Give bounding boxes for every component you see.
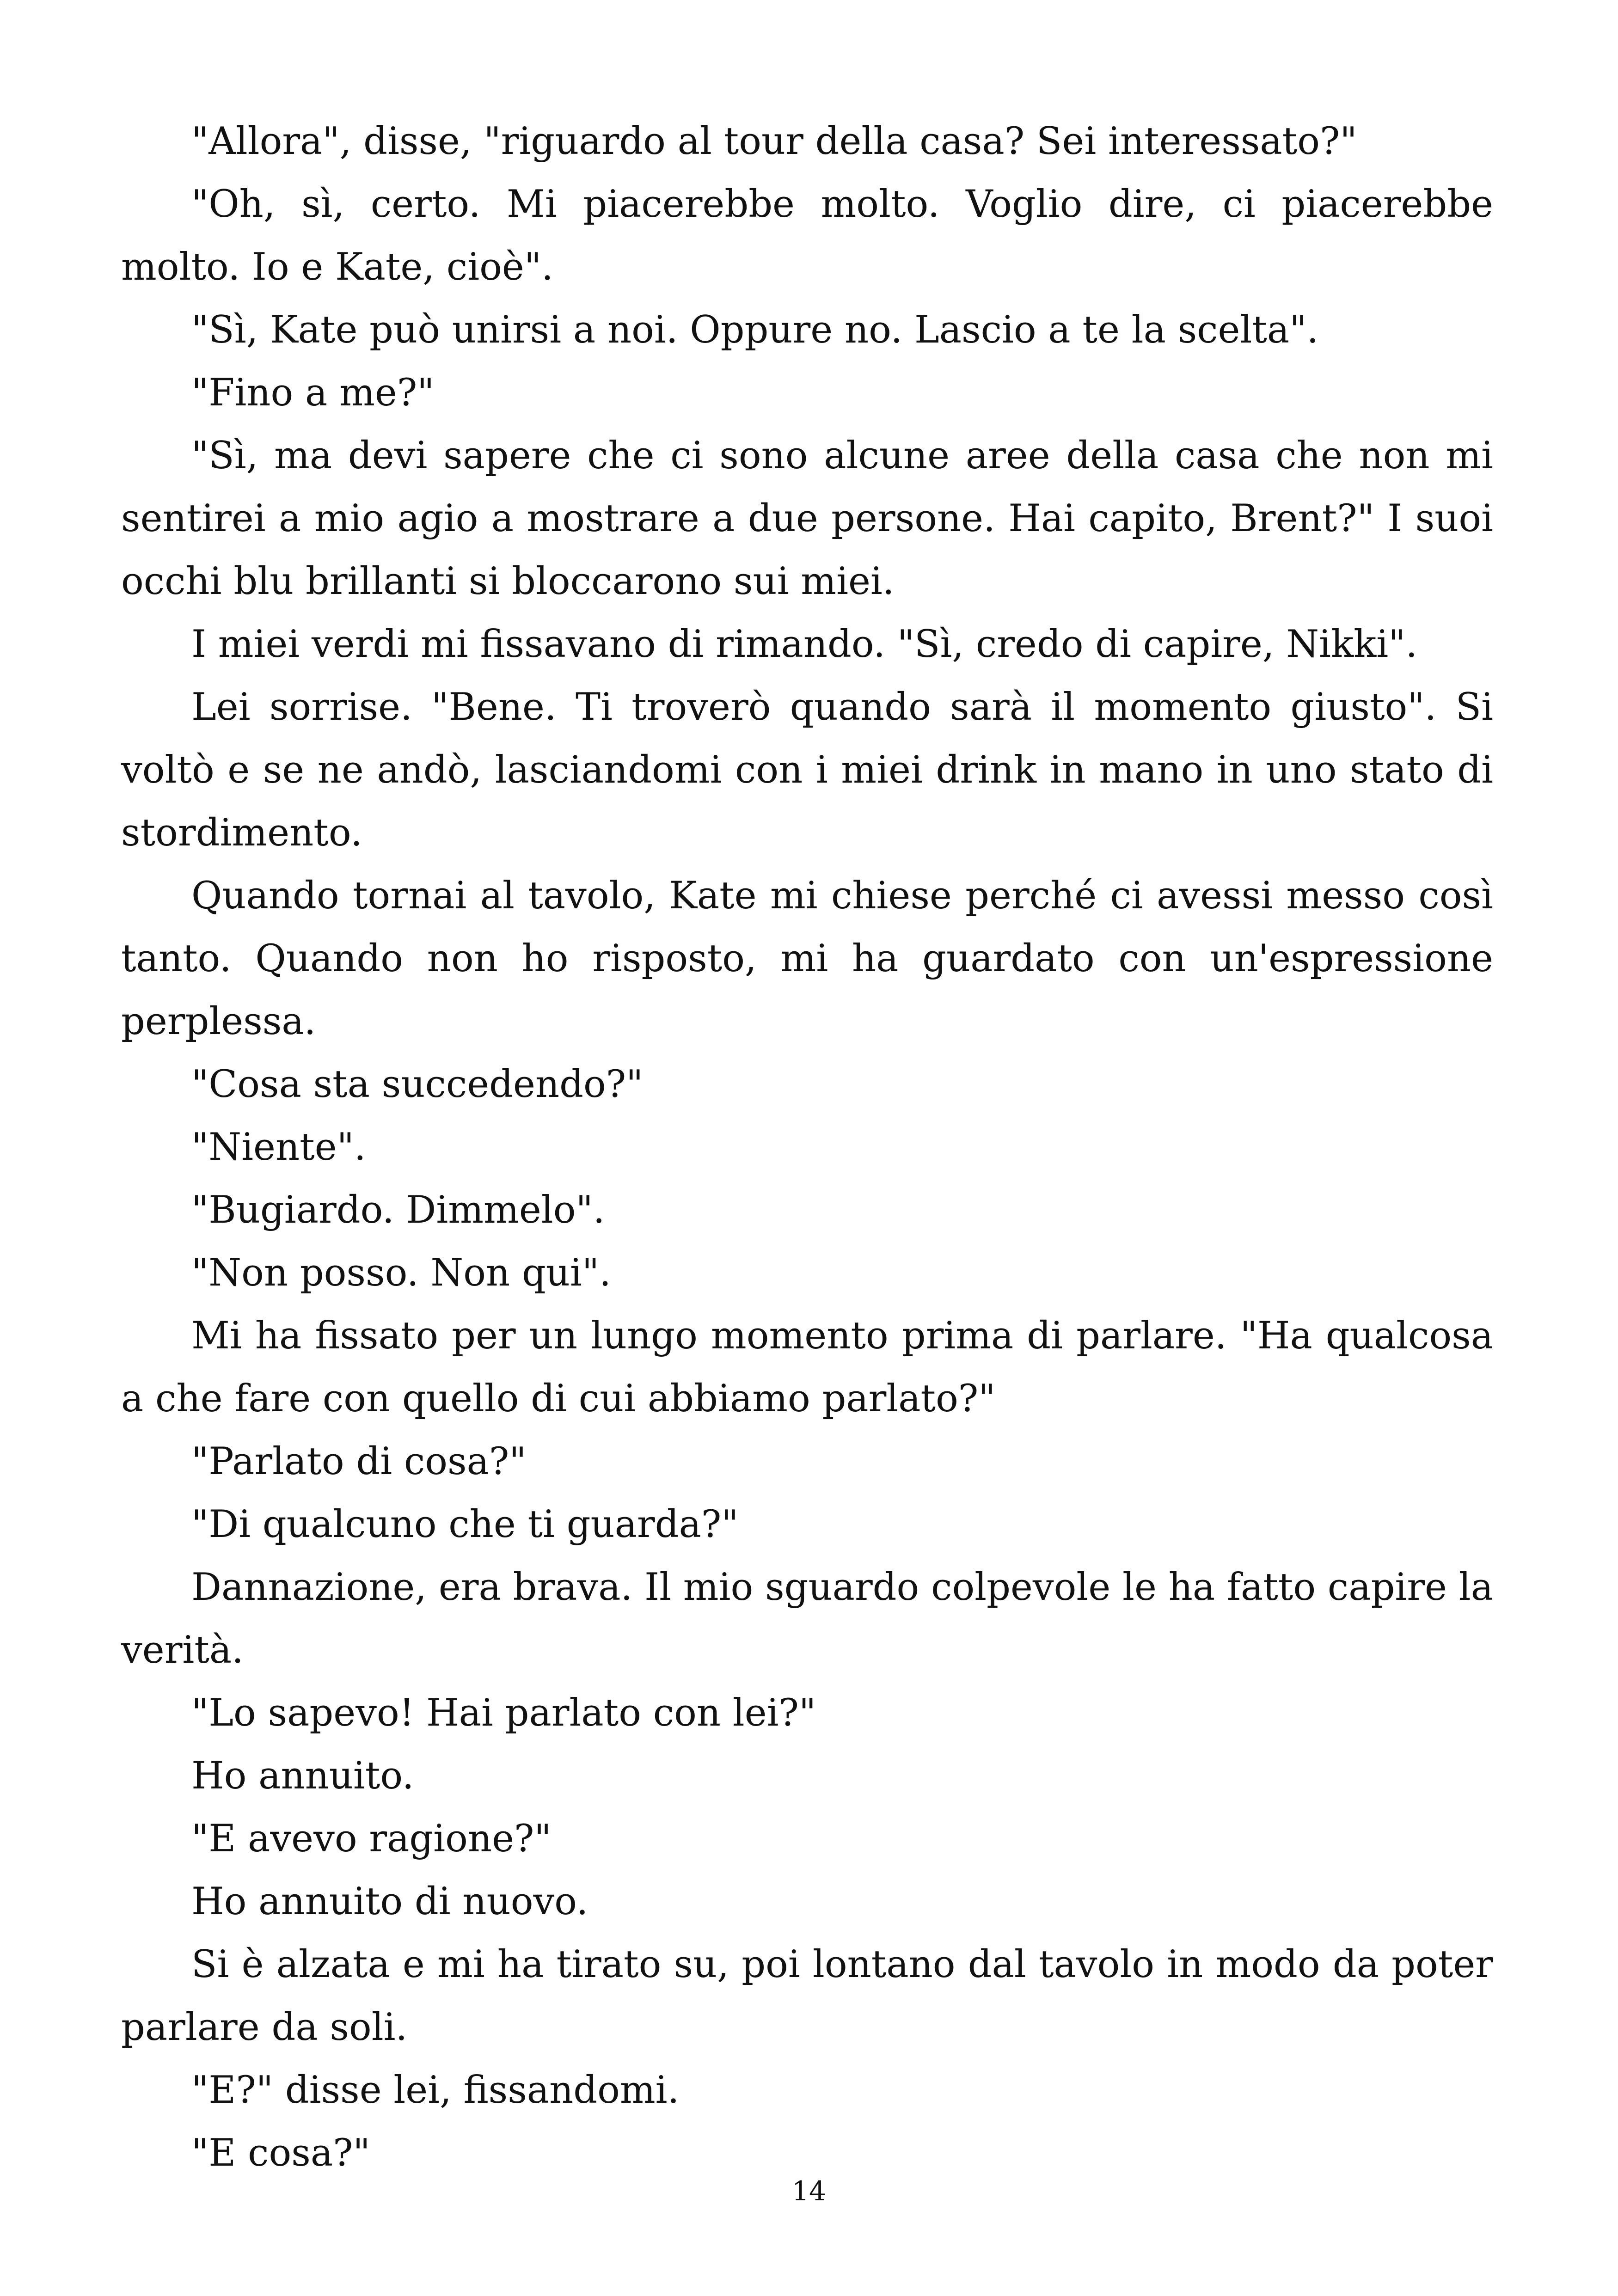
paragraph: Mi ha fissato per un lungo momento prima di parlare. "Ha qualcosa a che fare con quello di cui abbiamo parlato?" [121, 1314, 1493, 1420]
paragraph: Si è alzata e mi ha tirato su, poi lontano dal tavolo in modo da poter parlare da soli. [121, 1943, 1493, 2049]
paragraph: "Di qualcuno che ti guarda?" [191, 1503, 739, 1546]
paragraph: Lei sorrise. "Bene. Ti troverò quando sarà il momento giusto". Si voltò e se ne andò, lasciandomi con i miei drink in mano in uno stato di stordimento. [121, 686, 1493, 855]
paragraph: "Niente". [191, 1126, 366, 1169]
paragraph: Quando tornai al tavolo, Kate mi chiese perché ci avessi messo così tanto. Quando non ho risposto, mi ha guardato con un'espressione perplessa. [121, 874, 1493, 1043]
paragraph: Ho annuito. [191, 1754, 414, 1798]
page-number: 14 [792, 2175, 826, 2207]
paragraph: Ho annuito di nuovo. [191, 1880, 588, 1923]
paragraph: I miei verdi mi fissavano di rimando. "Sì, credo di capire, Nikki". [191, 623, 1418, 666]
paragraph: "Parlato di cosa?" [191, 1440, 527, 1483]
paragraph: "Non posso. Non qui". [191, 1251, 611, 1295]
paragraph: "Allora", disse, "riguardo al tour della casa? Sei interessato?" [191, 120, 1357, 163]
paragraph: "E cosa?" [191, 2131, 370, 2175]
paragraph: "E avevo ragione?" [191, 1817, 552, 1861]
paragraph: "Sì, ma devi sapere che ci sono alcune aree della casa che non mi sentirei a mio agio a mostrare a due persone. Hai capito, Brent?" I suoi occhi blu brillanti si bloccarono sui miei. [121, 434, 1493, 603]
paragraph: "Fino a me?" [191, 371, 435, 415]
paragraph: "Sì, Kate può unirsi a noi. Oppure no. Lascio a te la scelta". [191, 308, 1319, 352]
paragraph: "Cosa sta succedendo?" [191, 1063, 644, 1106]
body-text [121, 110, 1493, 2185]
paragraph: "Bugiardo. Dimmelo". [191, 1188, 605, 1232]
paragraph: "Lo sapevo! Hai parlato con lei?" [191, 1691, 816, 1735]
paragraph: Dannazione, era brava. Il mio sguardo colpevole le ha fatto capire la verità. [121, 1566, 1493, 1672]
paragraph: "Oh, sì, certo. Mi piacerebbe molto. Voglio dire, ci piacerebbe molto. Io e Kate, cioè". [121, 183, 1493, 289]
paragraph: "E?" disse lei, fissandomi. [191, 2069, 680, 2112]
